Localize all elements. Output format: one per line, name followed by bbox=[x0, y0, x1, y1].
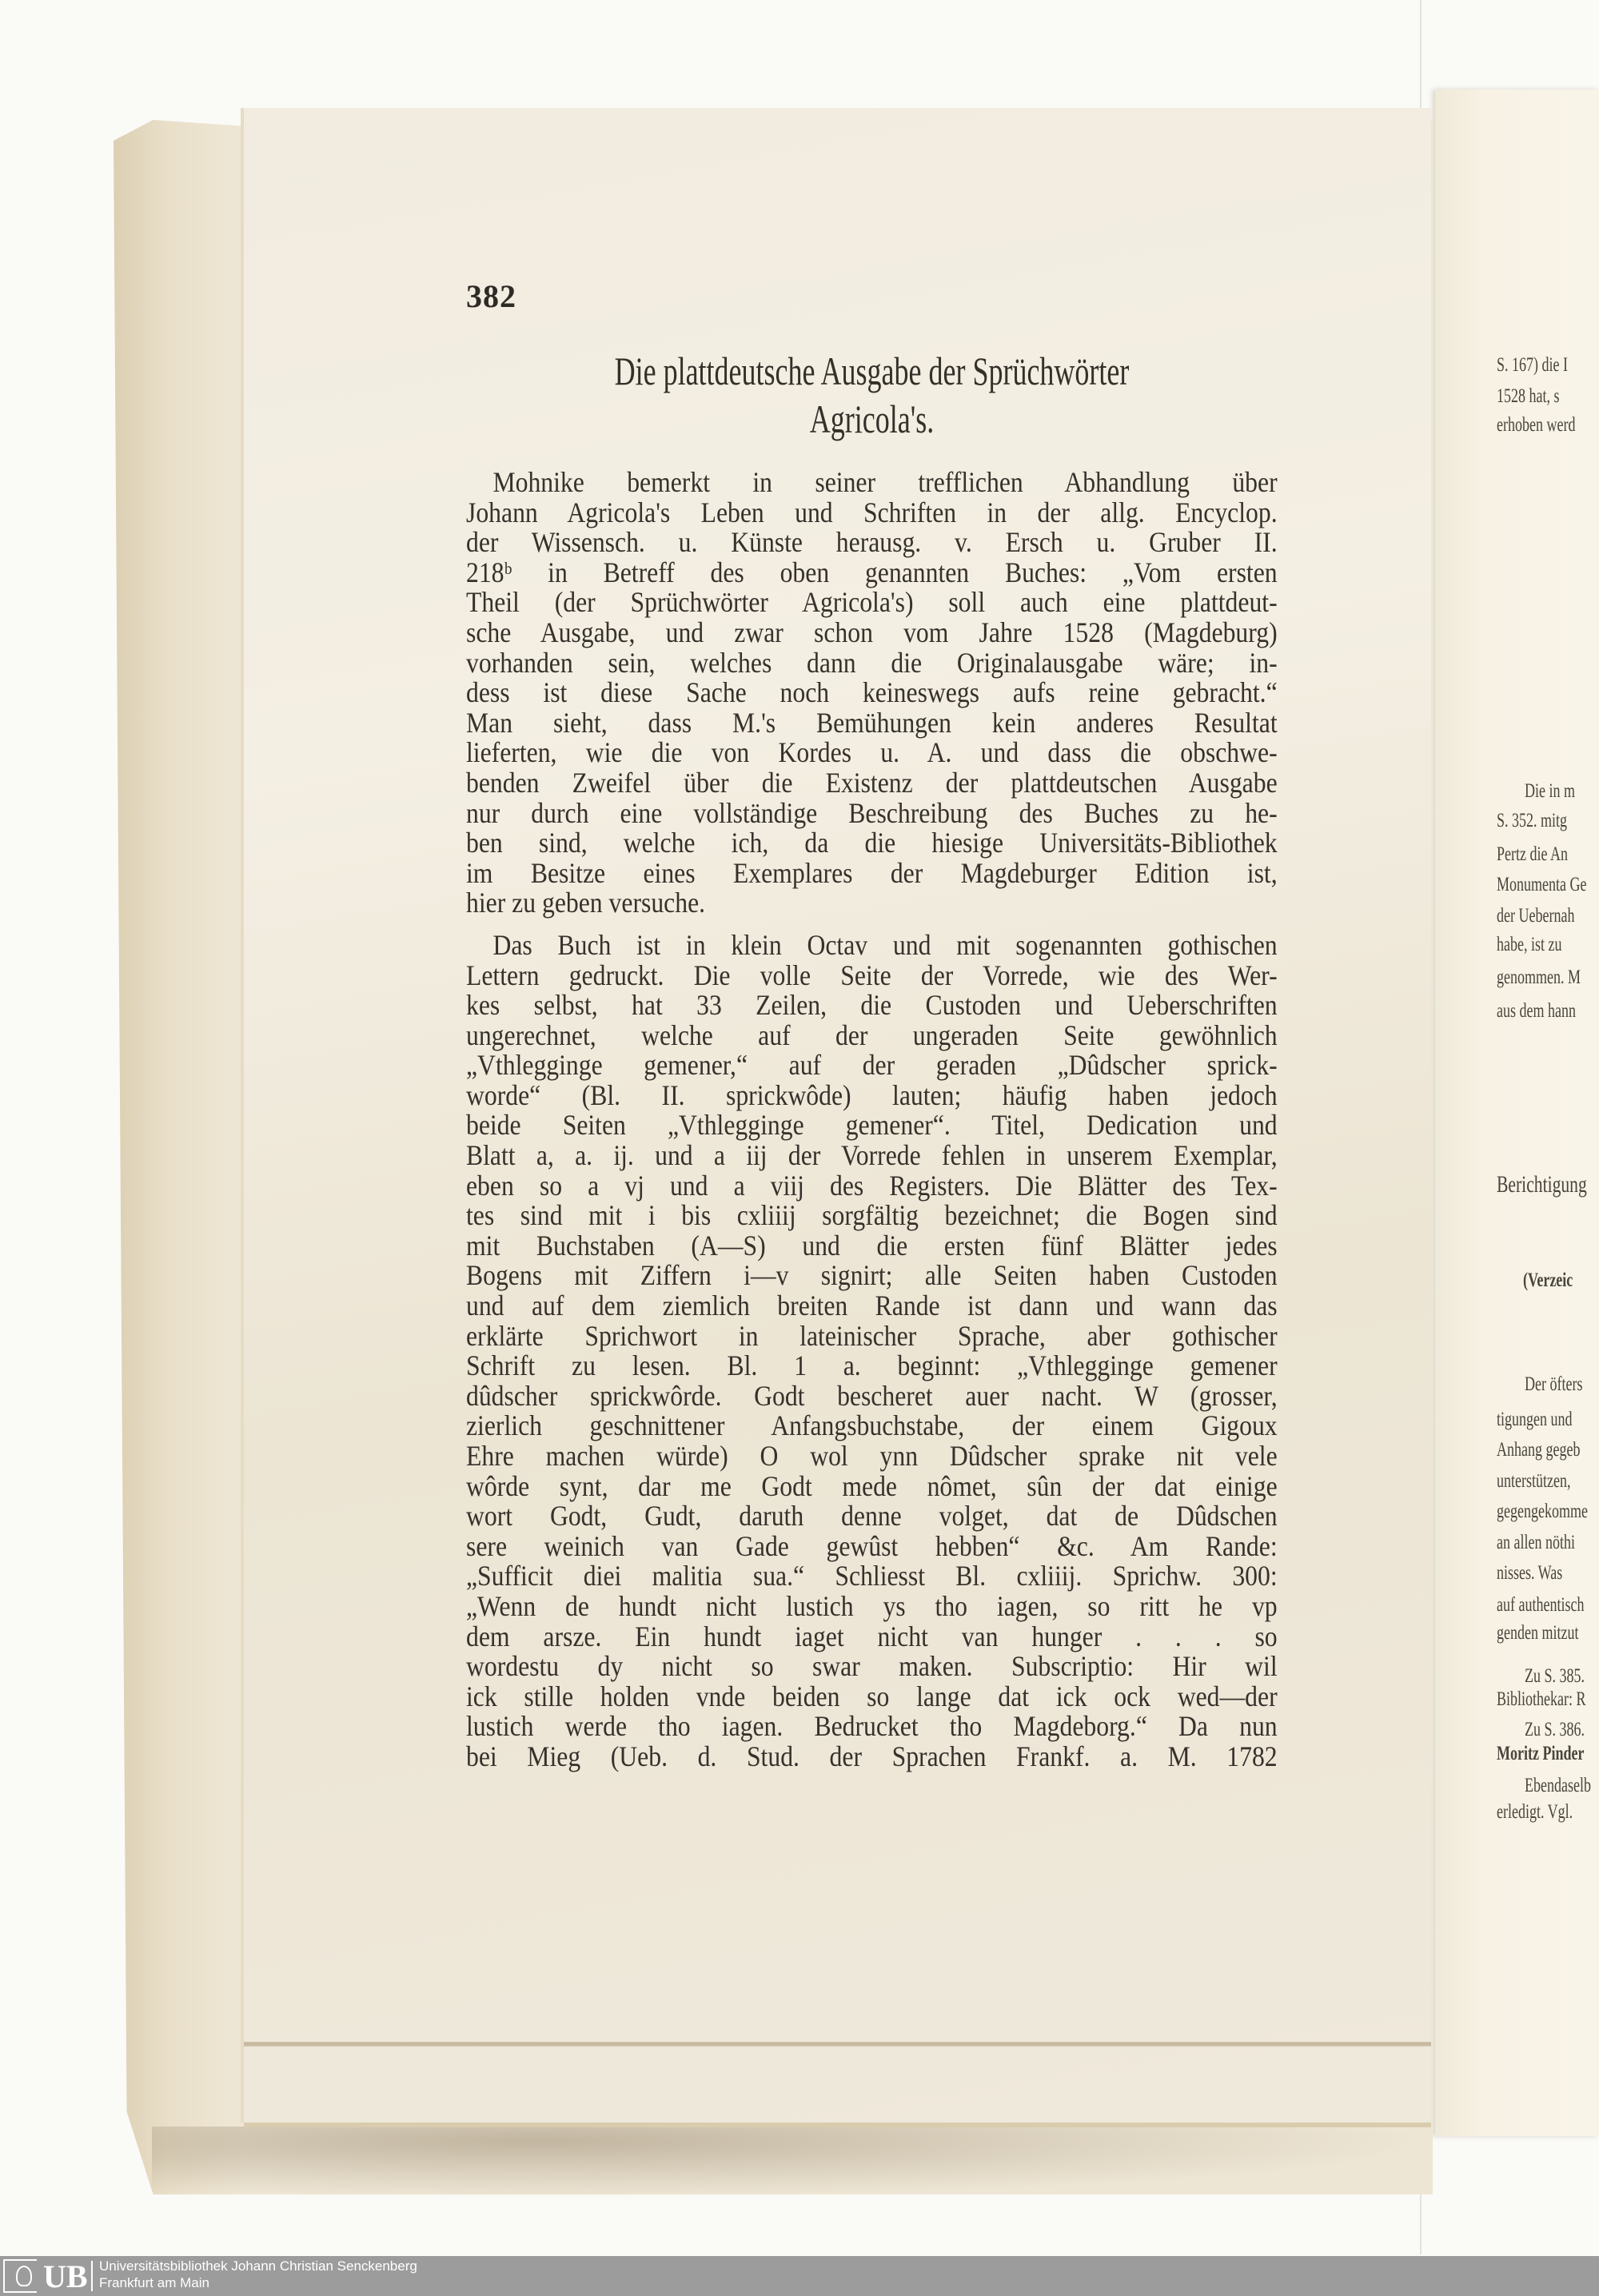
text-line: sche Ausgabe, und zwar schon vom Jahre 1528 (Magdeburg) bbox=[466, 616, 1278, 648]
article-title-line-2: Agricola's. bbox=[809, 397, 935, 441]
facing-page-text-line: nisses. Was bbox=[1497, 1562, 1563, 1584]
article-body bbox=[466, 468, 1278, 1784]
text-line: dûdscher sprickwôrde. Godt bescheret auer nacht. W (grosser, bbox=[466, 1379, 1278, 1412]
facing-page-text-line: unterstützen, bbox=[1497, 1470, 1571, 1492]
text-line: benden Zweifel über die Existenz der plattdeutschen Ausgabe bbox=[466, 766, 1278, 799]
facing-page-text-line: Monumenta Ge bbox=[1497, 874, 1587, 895]
text-line: dem arsze. Ein hundt iaget nicht van hunger . . . so bbox=[466, 1620, 1278, 1652]
footer-institution: Universitätsbibliothek Johann Christian Senckenberg bbox=[99, 2258, 417, 2274]
text-line: Mohnike bemerkt in seiner trefflichen Abhandlung über bbox=[492, 466, 1278, 498]
text-line: Das Buch ist in klein Octav und mit sogenannten gothischen bbox=[492, 928, 1278, 961]
text-line: Man sieht, dass M.'s Bemühungen kein anderes Resultat bbox=[466, 706, 1278, 739]
text-line: im Besitze eines Exemplares der Magdeburger Edition ist, bbox=[466, 856, 1278, 889]
logo-text: UB bbox=[43, 2258, 88, 2294]
text-line: „Sufficit diei malitia sua.“ Schliesst Bl. cxliiij. Sprichw. 300: bbox=[466, 1560, 1278, 1592]
text-line: bei Mieg (Ueb. d. Stud. der Sprachen Frankf. a. M. 1782 bbox=[466, 1740, 1278, 1772]
text-line: der Wissensch. u. Künste herausg. v. Ersch u. Gruber II. bbox=[466, 526, 1278, 559]
facing-page-text-line: 1528 hat, s bbox=[1497, 385, 1560, 407]
facing-page-text-line: aus dem hann bbox=[1497, 1000, 1576, 1022]
text-line: wordestu dy nicht so swar maken. Subscriptio: Hir wil bbox=[466, 1650, 1278, 1683]
text-line: zierlich geschnittener Anfangsbuchstabe, der einem Gigoux bbox=[466, 1409, 1278, 1442]
text-line: Ehre machen würde) O wol ynn Dûdscher sprake nit vele bbox=[466, 1440, 1278, 1472]
facing-page-text-line: Pertz die An bbox=[1497, 843, 1568, 865]
page-number: 382 bbox=[466, 278, 516, 314]
text-line: lieferten, wie die von Kordes u. A. und dass die obschwe- bbox=[466, 736, 1278, 769]
text-line: mit Buchstaben (A—S) und die ersten fünf Blätter jedes bbox=[466, 1229, 1278, 1262]
text-line: wort Godt, Gudt, daruth denne volget, dat de Dûdschen bbox=[466, 1500, 1278, 1533]
text-line: 218ᵇ in Betreff des oben genannten Buches: „Vom ersten bbox=[466, 556, 1278, 588]
facing-page-text-line: Anhang gegeb bbox=[1497, 1439, 1581, 1461]
library-logo bbox=[3, 2259, 93, 2293]
facing-page-text-line: (Verzeic bbox=[1523, 1270, 1573, 1291]
facing-page-text-line: genommen. M bbox=[1497, 967, 1581, 988]
text-line: lustich werde tho iagen. Bedrucket tho Magdeborg.“ Da nun bbox=[466, 1710, 1278, 1743]
text-line: Blatt a, a. ij. und a iij der Vorrede fehlen in unserem Exemplar, bbox=[466, 1139, 1278, 1172]
facing-page-text-line: habe, ist zu bbox=[1497, 934, 1562, 955]
paragraph bbox=[466, 928, 1278, 1772]
paragraph bbox=[466, 468, 1278, 919]
text-line: vorhanden sein, welches dann die Originalausgabe wäre; in- bbox=[466, 646, 1278, 679]
text-line: ben sind, welche ich, da die hiesige Universitäts-Bibliothek bbox=[466, 827, 1278, 859]
facing-page-text-line: Zu S. 385. bbox=[1525, 1665, 1585, 1687]
facing-page-text-line: gegengekomme bbox=[1497, 1501, 1588, 1522]
facing-page-text-line: auf authentisch bbox=[1497, 1594, 1585, 1616]
text-line: „Vthlegginge gemener,“ auf der geraden „Dûdscher sprick- bbox=[466, 1049, 1278, 1082]
facing-page-text-line: Der öfters bbox=[1525, 1373, 1583, 1395]
facing-page-text-line: tigungen und bbox=[1497, 1409, 1573, 1430]
facing-page-text-line: Bibliothekar: R bbox=[1497, 1688, 1586, 1710]
document-page bbox=[244, 108, 1431, 2123]
facing-page-text-line: erhoben werd bbox=[1497, 414, 1576, 436]
text-line: Bogens mit Ziffern i—v signirt; alle Seiten haben Custoden bbox=[466, 1259, 1278, 1292]
text-line: hier zu geben versuche. bbox=[466, 887, 706, 919]
facing-page-text-line: erledigt. Vgl. bbox=[1497, 1801, 1573, 1823]
page-fold-crease bbox=[244, 2042, 1431, 2047]
facing-page-text-line: Die in m bbox=[1525, 780, 1575, 802]
text-line: sere weinich van Gade gewûst hebben“ &c. Am Rande: bbox=[466, 1529, 1278, 1562]
footer-location: Frankfurt am Main bbox=[99, 2275, 209, 2290]
text-line: dess ist diese Sache noch keineswegs aufs reine gebracht.“ bbox=[466, 676, 1278, 709]
text-line: ungerechnet, welche auf der ungeraden Seite gewöhnlich bbox=[466, 1018, 1278, 1051]
logo-divider bbox=[91, 2261, 93, 2291]
text-line: wôrde synt, dar me Godt mede nômet, sûn der dat einige bbox=[466, 1469, 1278, 1502]
text-line: und auf dem ziemlich breiten Rande ist dann und wann das bbox=[466, 1290, 1278, 1322]
portrait-logo-icon bbox=[3, 2259, 37, 2293]
facing-page-text-line: S. 167) die I bbox=[1497, 354, 1568, 376]
text-line: erklärte Sprichwort in lateinischer Sprache, aber gothischer bbox=[466, 1319, 1278, 1352]
facing-page-text-line: genden mitzut bbox=[1497, 1622, 1579, 1644]
text-line: ick stille holden vnde beiden so lange dat ick ock wed—der bbox=[466, 1680, 1278, 1712]
text-line: beide Seiten „Vthlegginge gemener“. Titel, Dedication und bbox=[466, 1109, 1278, 1142]
text-line: Johann Agricola's Leben und Schriften in der allg. Encyclop. bbox=[466, 496, 1278, 528]
facing-page-text-line: Ebendaselb bbox=[1525, 1775, 1591, 1796]
facing-page-fragment bbox=[1435, 90, 1599, 2136]
text-line: tes sind mit i bis cxliiij sorgfältig bezeichnet; die Bogen sind bbox=[466, 1199, 1278, 1232]
text-line: Theil (der Sprüchwörter Agricola's) soll auch eine plattdeut- bbox=[466, 586, 1278, 619]
facing-page-text-line: der Uebernah bbox=[1497, 905, 1575, 927]
text-line: kes selbst, hat 33 Zeilen, die Custoden und Ueberschriften bbox=[466, 989, 1278, 1022]
text-line: Lettern gedruckt. Die volle Seite der Vorrede, wie des Wer- bbox=[466, 959, 1278, 991]
text-line: „Wenn de hundt nicht lustich ys tho iagen, so ritt he vp bbox=[466, 1589, 1278, 1622]
text-line: Schrift zu lesen. Bl. 1 a. beginnt: „Vthlegginge gemener bbox=[466, 1349, 1278, 1382]
facing-page-text-line: Berichtigung bbox=[1497, 1171, 1587, 1198]
facing-page-text-line: Zu S. 386. bbox=[1525, 1719, 1585, 1740]
library-footer-bar bbox=[0, 2256, 1599, 2296]
article-title-line-1: Die plattdeutsche Ausgabe der Sprüchwörter bbox=[614, 349, 1130, 393]
page-shadow bbox=[152, 2127, 1431, 2198]
text-line: nur durch eine vollständige Beschreibung des Buches zu he- bbox=[466, 796, 1278, 829]
text-line: eben so a vj und a viij des Registers. Die Blätter des Tex- bbox=[466, 1169, 1278, 1202]
facing-page-text-line: Moritz Pinder bbox=[1497, 1743, 1585, 1764]
facing-page-text-line: S. 352. mitg bbox=[1497, 810, 1568, 831]
text-line: worde“ (Bl. II. sprickwôde) lauten; häufig haben jedoch bbox=[466, 1078, 1278, 1111]
facing-page-text-line: an allen nöthi bbox=[1497, 1532, 1575, 1553]
